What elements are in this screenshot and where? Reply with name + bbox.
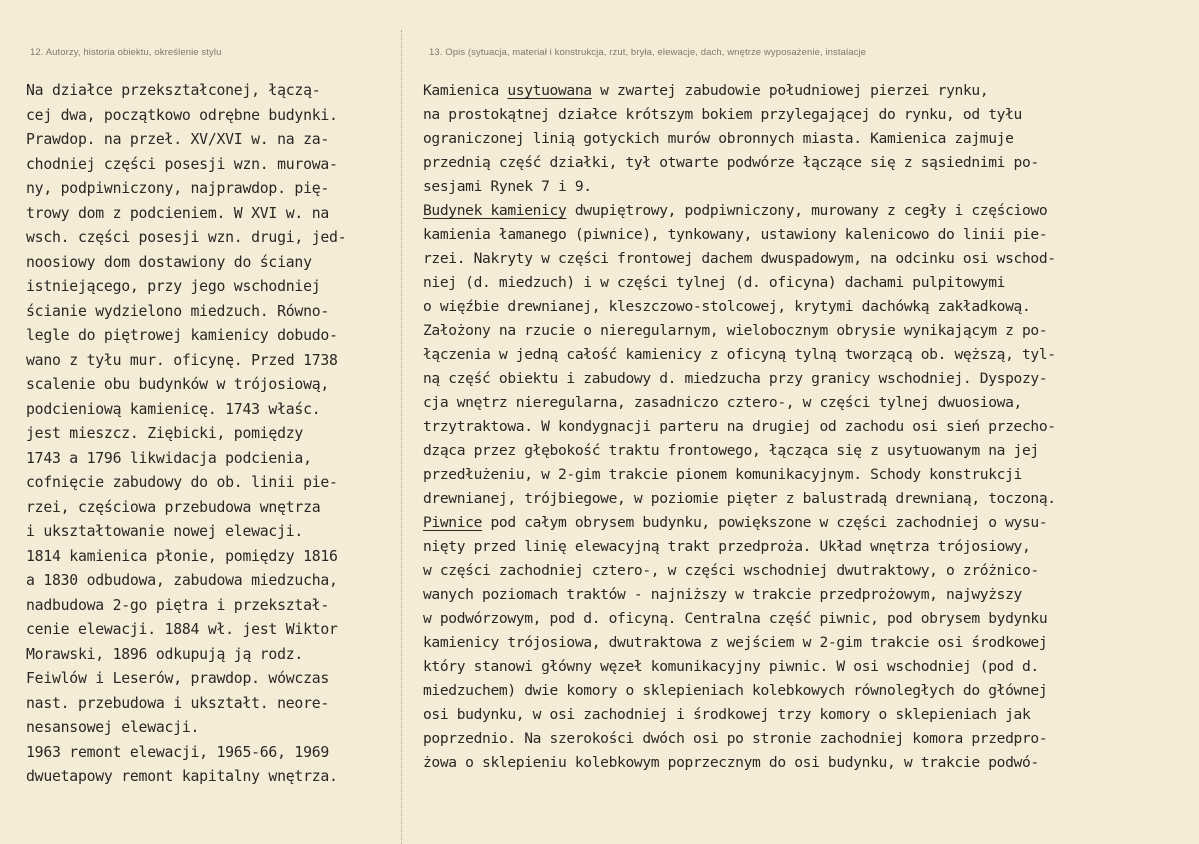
- description-line: [423, 487, 1193, 511]
- history-line: ny, podpiwniczony, najprawdop. pię-: [26, 180, 330, 197]
- history-line: Prawdop. na przeł. XV/XVI w. na za-: [26, 131, 330, 148]
- text-segment: nięty przed linię elewacyjną trakt przedproża. Układ wnętrza trójosiowy,: [423, 538, 1031, 555]
- history-line: 1814 kamienica płonie, pomiędzy 1816: [26, 547, 338, 565]
- description-line: [423, 127, 1193, 151]
- right-section-header: 13. Opis (sytuacja, materiał i konstrukcja, rzut, bryła, elewacje, dach, wnętrze wyposażenie, instalacje: [429, 47, 867, 58]
- history-line: dwuetapowy remont kapitalny wnętrza.: [26, 768, 338, 785]
- history-line: cofnięcie zabudowy do ob. linii pie-: [26, 474, 338, 491]
- text-segment: przednią część działki, tył otwarte podwórze łączące się z sąsiednimi po-: [423, 154, 1039, 171]
- description-line: [423, 535, 1193, 559]
- description-line: [423, 391, 1193, 415]
- history-line: wano z tyłu mur. oficynę. Przed 1738: [26, 351, 338, 369]
- history-line: nesansowej elewacji.: [26, 719, 200, 736]
- text-segment: na prostokątnej działce krótszym bokiem przylegającej do rynku, od tyłu: [423, 106, 1022, 123]
- history-line: ścianie wydzielono miedzuch. Równo-: [26, 302, 330, 320]
- history-line: istniejącego, przy jego wschodniej: [26, 278, 321, 295]
- description-text-column: [423, 79, 1193, 775]
- description-line: [423, 247, 1193, 271]
- text-segment: wanych poziomach traktów - najniższy w trakcie przedprożowym, najwyższy: [423, 586, 1022, 603]
- description-line: [423, 631, 1193, 655]
- history-line: cej dwa, początkowo odrębne budynki.: [26, 106, 338, 124]
- text-segment: niej (d. miedzuch) i w części tylnej (d. oficyna) dachami pulpitowymi: [423, 274, 1006, 291]
- text-segment: w zwartej zabudowie południowej pierzei rynku,: [591, 82, 989, 99]
- description-line: [423, 343, 1193, 367]
- text-segment: dząca przez głębokość traktu frontowego, łącząca się z usytuowanym na jej: [423, 442, 1039, 459]
- history-line: nadbudowa 2-go piętra i przekształ-: [26, 596, 330, 614]
- text-segment: poprzednio. Na szerokości dwóch osi po stronie zachodniej komora przedpro-: [423, 730, 1048, 747]
- description-line: [423, 727, 1193, 751]
- text-segment: sesjami Rynek 7 i 9.: [423, 178, 592, 195]
- description-line: [423, 223, 1193, 247]
- history-line: legle do piętrowej kamienicy dobudo-: [26, 327, 338, 344]
- history-line: a 1830 odbudowa, zabudowa miedzucha,: [26, 572, 338, 589]
- history-line: 1963 remont elewacji, 1965-66, 1969: [26, 743, 330, 761]
- text-segment: pod całym obrysem budynku, powiększone w części zachodniej o wysu-: [482, 514, 1048, 531]
- history-line: i ukształtowanie nowej elewacji.: [26, 523, 304, 540]
- text-segment: przedłużeniu, w 2-gim trakcie pionem komunikacyjnym. Schody konstrukcji: [423, 466, 1022, 483]
- description-line: [423, 79, 1193, 103]
- description-line: [423, 511, 1193, 535]
- text-segment: żowa o sklepieniu kolebkowym poprzecznym do osi budynku, w trakcie podwó-: [423, 754, 1039, 771]
- description-line: [423, 679, 1193, 703]
- text-segment: który stanowi główny węzeł komunikacyjny piwnic. W osi wschodniej (pod d.: [423, 658, 1039, 675]
- text-segment: o więźbie drewnianej, kleszczowo-stolcowej, krytymi dachówką zakładkową.: [423, 298, 1031, 315]
- history-line: noosiowy dom dostawiony do ściany: [26, 253, 312, 271]
- description-line: [423, 367, 1193, 391]
- text-segment: kamienicy trójosiowa, dwutraktowa z wejściem w 2-gim trakcie osi środkowej: [423, 634, 1048, 651]
- description-line: [423, 199, 1193, 223]
- description-line: [423, 463, 1193, 487]
- text-segment: łączenia w jedną całość kamienicy z oficyną tylną tworzącą ob. węższą, tyl-: [423, 346, 1056, 363]
- text-segment: Kamienica: [423, 82, 508, 99]
- description-line: [423, 175, 1193, 199]
- text-segment: miedzuchem) dwie komory o sklepieniach kolebkowych równoległych do głównej: [423, 682, 1048, 699]
- history-line: chodniej części posesji wzn. murowa-: [26, 155, 338, 173]
- history-text-column: [26, 79, 398, 790]
- history-line: Morawski, 1896 odkupują ją rodz.: [26, 645, 304, 663]
- history-line: Na działce przekształconej, łączą-: [26, 82, 321, 99]
- underlined-term: Budynek kamienicy: [423, 202, 567, 219]
- text-segment: drewnianej, trójbiegowe, w poziomie pięter z balustradą drewnianą, toczoną.: [423, 490, 1056, 507]
- description-line: [423, 439, 1193, 463]
- column-divider: [401, 30, 402, 844]
- description-line: [423, 751, 1193, 775]
- description-line: [423, 271, 1193, 295]
- description-line: [423, 103, 1193, 127]
- underlined-term: Piwnice: [423, 514, 483, 531]
- text-segment: ną część obiektu i zabudowy d. miedzucha przy granicy wschodniej. Dyspozy-: [423, 370, 1048, 387]
- underlined-term: usytuowana: [507, 82, 592, 99]
- text-segment: rzei. Nakryty w części frontowej dachem dwuspadowym, na odcinku osi wschod-: [423, 250, 1056, 267]
- description-line: [423, 559, 1193, 583]
- description-line: [423, 583, 1193, 607]
- left-section-header: 12. Autorzy, historia obiektu, określenie stylu: [30, 47, 222, 58]
- history-line: nast. przebudowa i ukształt. neore-: [26, 694, 330, 712]
- text-segment: w części zachodniej cztero-, w części wschodniej dwutraktowy, o zróżnico-: [423, 562, 1039, 579]
- history-line: Feiwlów i Leserów, prawdop. wówczas: [26, 670, 330, 687]
- history-line: jest mieszcz. Ziębicki, pomiędzy: [26, 425, 304, 442]
- history-line: scalenie obu budynków w trójosiową,: [26, 376, 330, 393]
- history-line: podcieniową kamienicę. 1743 właśc.: [26, 400, 321, 418]
- description-line: [423, 655, 1193, 679]
- description-line: [423, 415, 1193, 439]
- history-line: wsch. części posesji wzn. drugi, jed-: [26, 229, 347, 246]
- history-line: rzei, częściowa przebudowa wnętrza: [26, 498, 321, 516]
- history-line: trowy dom z podcieniem. W XVI w. na: [26, 204, 330, 222]
- text-segment: trzytraktowa. W kondygnacji parteru na drugiej od zachodu osi sień przecho-: [423, 418, 1056, 435]
- description-line: [423, 703, 1193, 727]
- text-segment: osi budynku, w osi zachodniej i środkowej trzy komory o sklepieniach jak: [423, 706, 1031, 723]
- description-line: [423, 295, 1193, 319]
- text-segment: kamienia łamanego (piwnice), tynkowany, ustawiony kalenicowo do linii pie-: [423, 226, 1048, 243]
- text-segment: dwupiętrowy, podpiwniczony, murowany z cegły i częściowo: [566, 202, 1048, 219]
- text-segment: w podwórzowym, pod d. oficyną. Centralna część piwnic, pod obrysem bydynku: [423, 610, 1048, 627]
- description-line: [423, 607, 1193, 631]
- description-line: [423, 151, 1193, 175]
- history-line: 1743 a 1796 likwidacja podcienia,: [26, 449, 312, 467]
- text-segment: Założony na rzucie o nieregularnym, wielobocznym obrysie wynikającym z po-: [423, 322, 1048, 339]
- text-segment: cja wnętrz nieregularna, zasadniczo cztero-, w części tylnej dwuosiowa,: [423, 394, 1022, 411]
- text-segment: ograniczonej linią gotyckich murów obronnych miasta. Kamienica zajmuje: [423, 130, 1014, 147]
- description-line: [423, 319, 1193, 343]
- history-line: cenie elewacji. 1884 wł. jest Wiktor: [26, 621, 338, 638]
